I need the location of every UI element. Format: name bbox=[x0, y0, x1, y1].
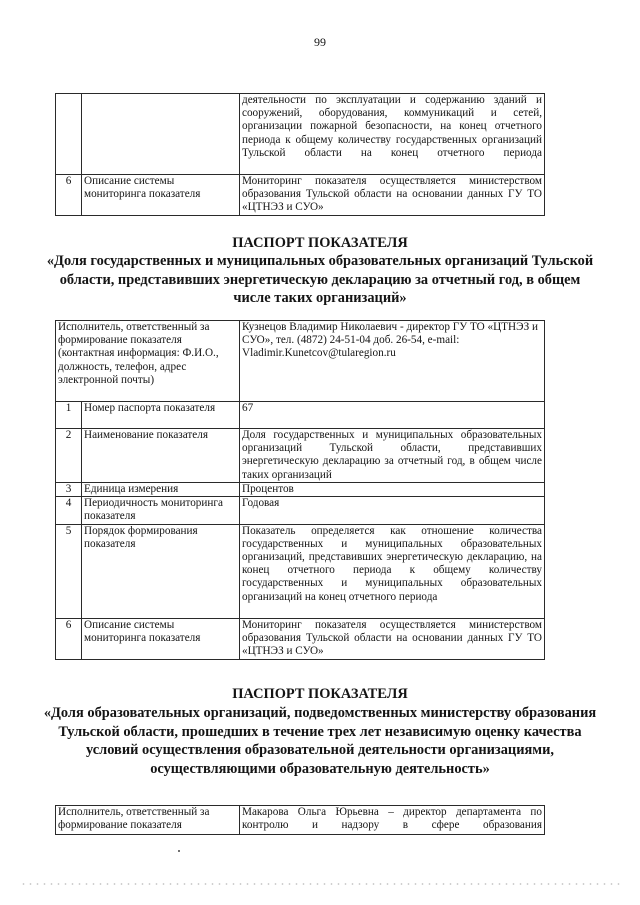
executor-label: Исполнитель, ответственный за формирование показателя (контактная информация: Ф.И.О., должность, телефон, адрес электронной почты) bbox=[56, 321, 240, 402]
row-value: Годовая bbox=[240, 497, 545, 524]
row-value: Доля государственных и муниципальных образовательных организаций Тульской области, представивших энергетическую декларацию за отчетный год, в общем числе таких организаций bbox=[240, 429, 545, 483]
row-name bbox=[82, 94, 240, 175]
row-value: Мониторинг показателя осуществляется министерством образования Тульской области на основании данных ГУ ТО «ЦТНЭЗ и СУО» bbox=[240, 618, 545, 659]
executor-row bbox=[56, 806, 545, 835]
passport-heading: ПАСПОРТ ПОКАЗАТЕЛЯ bbox=[232, 686, 408, 702]
passport-title: «Доля образовательных организаций, подведомственных министерству образования Тульской области, прошедших в течение трех лет независимую оценку качества условий осуществления образовательной деятельности организациями, осуществляющими образовательную деятельность» bbox=[43, 705, 597, 777]
passport-table bbox=[55, 805, 545, 835]
row-number: 6 bbox=[56, 618, 82, 659]
scan-speck bbox=[178, 850, 180, 852]
table-row bbox=[56, 402, 545, 429]
scan-noise bbox=[20, 880, 620, 888]
row-value: Мониторинг показателя осуществляется министерством образования Тульской области на основании данных ГУ ТО «ЦТНЭЗ и СУО» bbox=[240, 175, 545, 216]
row-name: Описание системы мониторинга показателя bbox=[82, 175, 240, 216]
executor-value: Макарова Ольга Юрьевна – директор департамента по контролю и надзору в сфере образования bbox=[240, 806, 545, 835]
row-name: Наименование показателя bbox=[82, 429, 240, 483]
executor-label: Исполнитель, ответственный за формирование показателя bbox=[56, 806, 240, 835]
row-number: 1 bbox=[56, 402, 82, 429]
row-number: 6 bbox=[56, 175, 82, 216]
row-name: Периодичность мониторинга показателя bbox=[82, 497, 240, 524]
row-value: Процентов bbox=[240, 483, 545, 497]
row-number: 2 bbox=[56, 429, 82, 483]
table-row bbox=[56, 618, 545, 659]
row-name: Единица измерения bbox=[82, 483, 240, 497]
row-number: 4 bbox=[56, 497, 82, 524]
table-row bbox=[56, 94, 545, 175]
table-row bbox=[56, 524, 545, 618]
continuation-table bbox=[55, 93, 545, 216]
row-name: Порядок формирования показателя bbox=[82, 524, 240, 618]
page-number: 99 bbox=[314, 35, 326, 49]
row-value: Показатель определяется как отношение количества государственных и муниципальных образовательных организаций, представивших энергетическую декларацию, на конец отчетного периода к общему количеству государственных и муниципальных образовательных организаций на конец отчетного периода bbox=[240, 524, 545, 618]
executor-row bbox=[56, 321, 545, 402]
row-value: деятельности по эксплуатации и содержанию зданий и сооружений, оборудования, коммуникаций и сетей, организации пожарной безопасности, на конец отчетного периода к общему количеству государственных организаций Тульской области на конец отчетного периода bbox=[240, 94, 545, 175]
table-row bbox=[56, 497, 545, 524]
row-number: 3 bbox=[56, 483, 82, 497]
passport-title: «Доля государственных и муниципальных образовательных организаций Тульской области, представивших энергетическую декларацию за отчетный год, в общем числе таких организаций» bbox=[46, 253, 594, 306]
row-number bbox=[56, 94, 82, 175]
row-name: Номер паспорта показателя bbox=[82, 402, 240, 429]
table-row bbox=[56, 429, 545, 483]
row-number: 5 bbox=[56, 524, 82, 618]
table-row bbox=[56, 175, 545, 216]
row-name: Описание системы мониторинга показателя bbox=[82, 618, 240, 659]
passport-table bbox=[55, 320, 545, 660]
table-row bbox=[56, 483, 545, 497]
row-value: 67 bbox=[240, 402, 545, 429]
executor-value: Кузнецов Владимир Николаевич - директор ГУ ТО «ЦТНЭЗ и СУО», тел. (4872) 24-51-04 доб. 26-54, e-mail: Vladimir.Kunetcov@tularegion.ru bbox=[240, 321, 545, 402]
passport-heading: ПАСПОРТ ПОКАЗАТЕЛЯ bbox=[232, 235, 408, 251]
